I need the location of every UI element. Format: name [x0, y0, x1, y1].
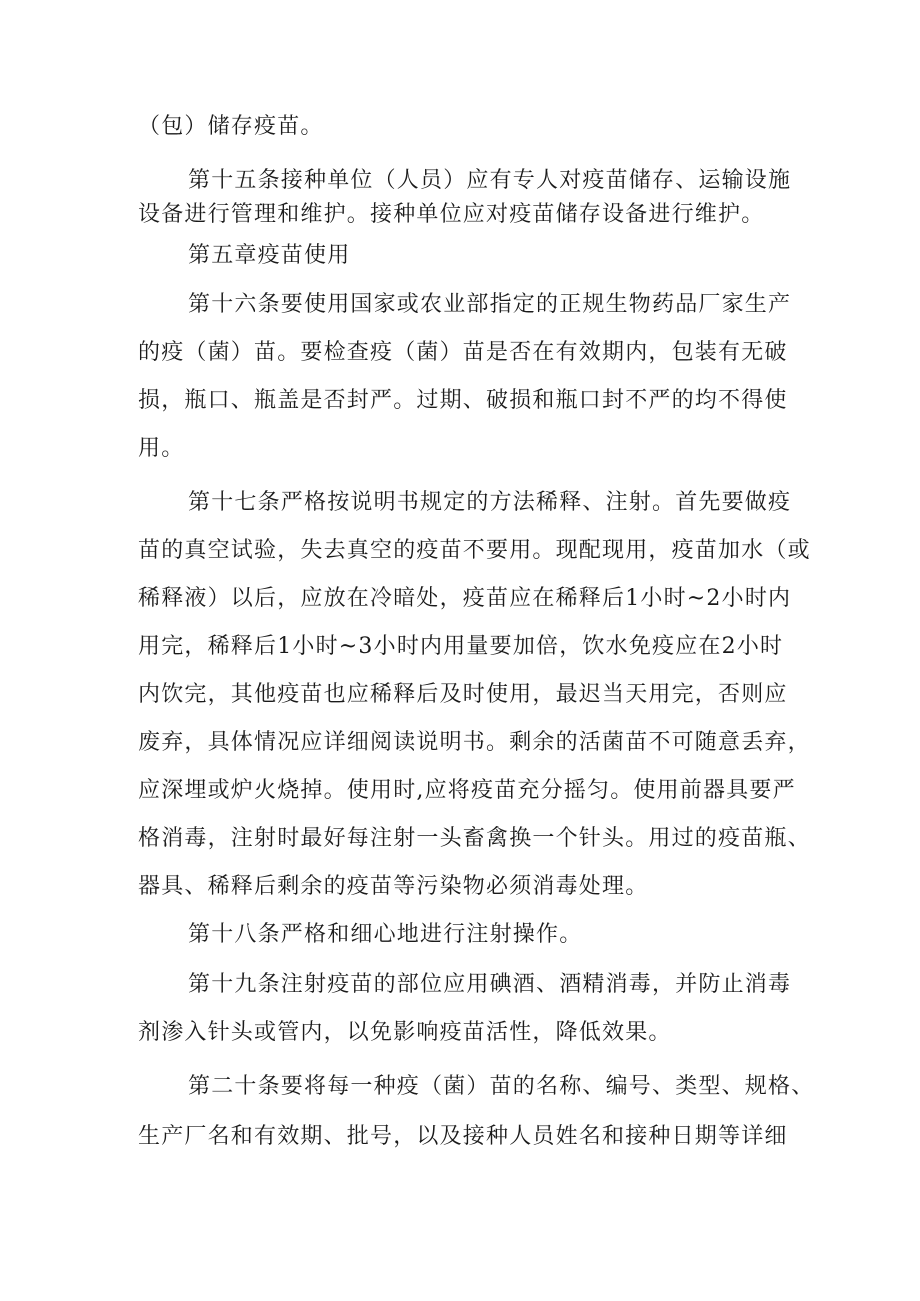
- text-line: 内饮完，其他疫苗也应稀释后及时使用，最迟当天用完，否则应: [138, 682, 788, 707]
- text-line: 的疫（菌）苗。要检查疫（菌）苗是否在有效期内，包装有无破: [138, 340, 788, 365]
- text-line: 剂渗入针头或管内，以免影响疫苗活性，降低效果。: [138, 1020, 672, 1045]
- text-line: 设备进行管理和维护。接种单位应对疫苗储存设备进行维护。: [138, 202, 765, 227]
- text-line: （包）储存疫苗。: [138, 114, 324, 139]
- text-line: 苗的真空试验，失去真空的疫苗不要用。现配现用，疫苗加水（或: [138, 538, 811, 563]
- chapter-title: 第五章疫苗使用: [188, 243, 351, 268]
- text-line: 第十八条严格和细心地进行注射操作。: [188, 922, 583, 947]
- text-line: 第十六条要使用国家或农业部指定的正规生物药品厂家生产: [188, 292, 792, 317]
- text-line: 稀释液）以后，应放在冷暗处，疫苗应在稀释后1小时~2小时内: [138, 586, 792, 611]
- text-line: 第十五条接种单位（人员）应有专人对疫苗储存、运输设施: [188, 168, 792, 193]
- text-line: 格消毒，注射时最好每注射一头畜禽换一个针头。用过的疫苗瓶、: [138, 826, 811, 851]
- text-line: 废弃，具体情况应详细阅读说明书。剩余的活菌苗不可随意丢弃，: [138, 730, 811, 755]
- text-line: 第十七条严格按说明书规定的方法稀释、注射。首先要做疫: [188, 490, 792, 515]
- text-line: 第十九条注射疫苗的部位应用碘酒、酒精消毒，并防止消毒: [188, 972, 792, 997]
- text-line: 用完，稀释后1小时~3小时内用量要加倍，饮水免疫应在2小时: [138, 634, 784, 659]
- text-line: 应深埋或炉火烧掉。使用时,应将疫苗充分摇匀。使用前器具要严: [138, 778, 796, 803]
- text-line: 用。: [138, 436, 185, 461]
- text-line: 损，瓶口、瓶盖是否封严。过期、破损和瓶口封不严的均不得使: [138, 388, 788, 413]
- text-line: 第二十条要将每一种疫（菌）苗的名称、编号、类型、规格、: [188, 1074, 815, 1099]
- text-line: 器具、稀释后剩余的疫苗等污染物必须消毒处理。: [138, 874, 649, 899]
- text-line: 生产厂名和有效期、批号，以及接种人员姓名和接种日期等详细: [138, 1124, 788, 1149]
